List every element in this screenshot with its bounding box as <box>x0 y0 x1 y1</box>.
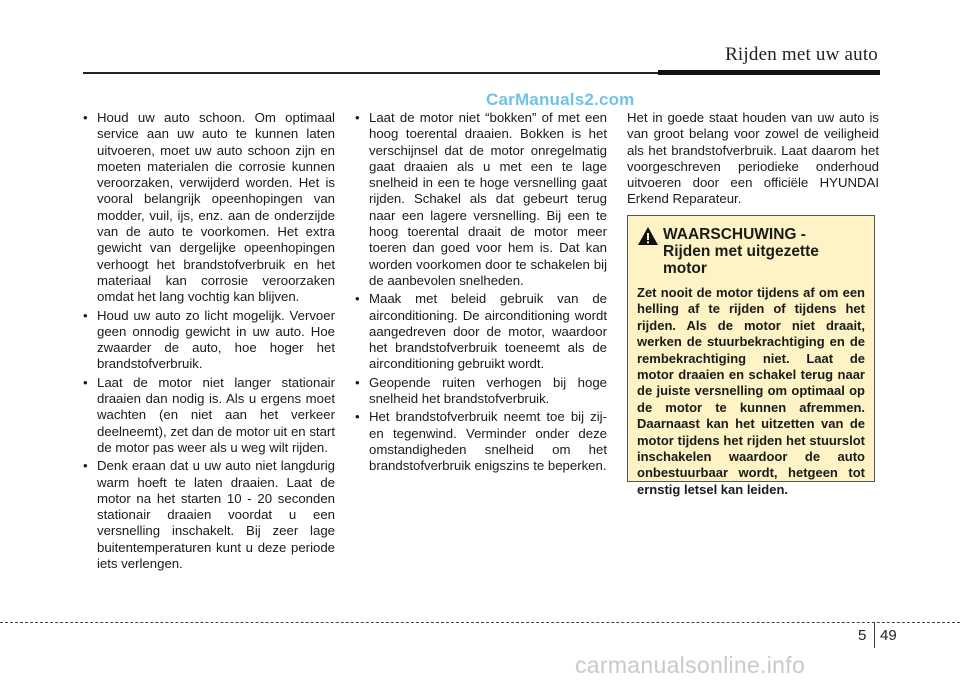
list-item: • Laat de motor niet langer stationair draaien dan nodig is. Als u ergens moet wachten (en niet aan het verkeer deelneemt), zet dan de motor uit en start de motor pas weer als u weg wilt rijden. <box>83 374 335 455</box>
bullet-icon: • <box>83 458 88 474</box>
warning-box <box>627 215 875 497</box>
bullet-icon: • <box>355 374 360 390</box>
maintenance-paragraph: Het in goede staat houden van uw auto is van groot belang voor zowel de veiligheid als het brandstofverbruik. Laat daarom het voorgeschreven periodieke onderhoud uitvoeren door een officiële HYUNDAI Erkend Reparateur. <box>627 110 879 207</box>
list-item: • Maak met beleid gebruik van de airconditioning. De airconditioning wordt aangedreven door de motor, waardoor het brandstofverbruik toeneemt als de airconditioning gebruikt wordt. <box>355 291 607 372</box>
warning-subtitle: Rijden met uitgezette motor <box>663 243 819 277</box>
bullet-icon: • <box>355 291 360 307</box>
header-rule-thin <box>83 72 658 74</box>
bullet-icon: • <box>83 374 88 390</box>
list-item: • Laat de motor niet “bokken” of met een hoog toerental draaien. Bokken is het verschijnsel dat de motor onregelmatig gaat draaien als u met een te lage snelheid in een te hoge versnelling gaat rijden. Schakel als dat gebeurt terug naar een lagere versnelling. Bij een te hoog toerental draait de motor meer toeren dan goed voor hem is. Dat kan worden voorkomen door te schakelen bij de aanbevolen snelheden. <box>355 110 607 288</box>
list-item: • Houd uw auto zo licht mogelijk. Vervoer geen onnodig gewicht in uw auto. Hoe zwaarder de auto, hoe hoger het brandstofverbruik. <box>83 307 335 372</box>
bullet-icon: • <box>355 409 360 425</box>
bullet-icon: • <box>83 307 88 323</box>
column-1 <box>83 110 335 574</box>
warning-triangle-icon <box>637 226 659 246</box>
page-header-title: Rijden met uw auto <box>725 44 878 65</box>
chapter-number: 5 <box>858 627 867 644</box>
watermark-bottom[interactable]: carmanualsonline.info <box>575 652 806 678</box>
bullet-list-2 <box>355 110 607 475</box>
page-number: 49 <box>880 627 897 644</box>
bullet-icon: • <box>355 110 360 125</box>
footer-divider <box>874 622 875 648</box>
list-item: • Geopende ruiten verhogen bij hoge snelheid het brandstofverbruik. <box>355 374 607 407</box>
bullet-icon: • <box>83 110 88 125</box>
list-item: • Het brandstofverbruik neemt toe bij zij-en tegenwind. Verminder onder deze omstandigheden snelheid om het brandstofverbruik enigszins te beperken. <box>355 409 607 474</box>
warning-title: WAARSCHUWING - <box>663 226 806 243</box>
warning-body: Zet nooit de motor tijdens af om een helling af te rijden of tijdens het rijden. Als de motor niet draait, werken de stuurbekrachtiging en de rembekrachtiging niet. Laat de motor draaien en schakel terug naar de juiste versnelling om optimaal op de motor te kunnen afremmen. Daarnaast kan het uitzetten van de motor tijdens het rijden het stuurslot inschakelen waardoor de auto onbestuurbaar wordt, hetgeen tot ernstig letsel kan leiden. <box>637 285 865 497</box>
watermark-top[interactable]: CarManuals2.com <box>486 90 635 109</box>
column-2 <box>355 110 607 477</box>
footer-rule <box>0 622 960 623</box>
list-item: • Denk eraan dat u uw auto niet langdurig warm hoeft te laten draaien. Laat de motor na het starten 10 - 20 seconden stationair draaien voordat u een versnelling inschakelt. Bij zeer lage buitentemperaturen kunt u deze periode iets verlengen. <box>83 458 335 572</box>
warning-header <box>637 226 865 277</box>
column-3 <box>627 110 879 208</box>
header-rule-thick <box>658 70 880 75</box>
list-item: • Houd uw auto schoon. Om optimaal service aan uw auto te kunnen laten uitvoeren, moet uw auto schoon zijn en moeten materialen die corrosie kunnen veroorzaken, verwijderd worden. Het is vooral belangrijk opeenhopingen van modder, vuil, ijs, enz. aan de onderzijde van de auto te voorkomen. Het extra gewicht van dergelijke opeenhopingen verhoogt het brandstofverbruik en het materiaal kan corrosie veroorzaken omdat het lang vochtig kan blijven. <box>83 110 335 305</box>
bullet-list-1 <box>83 110 335 572</box>
